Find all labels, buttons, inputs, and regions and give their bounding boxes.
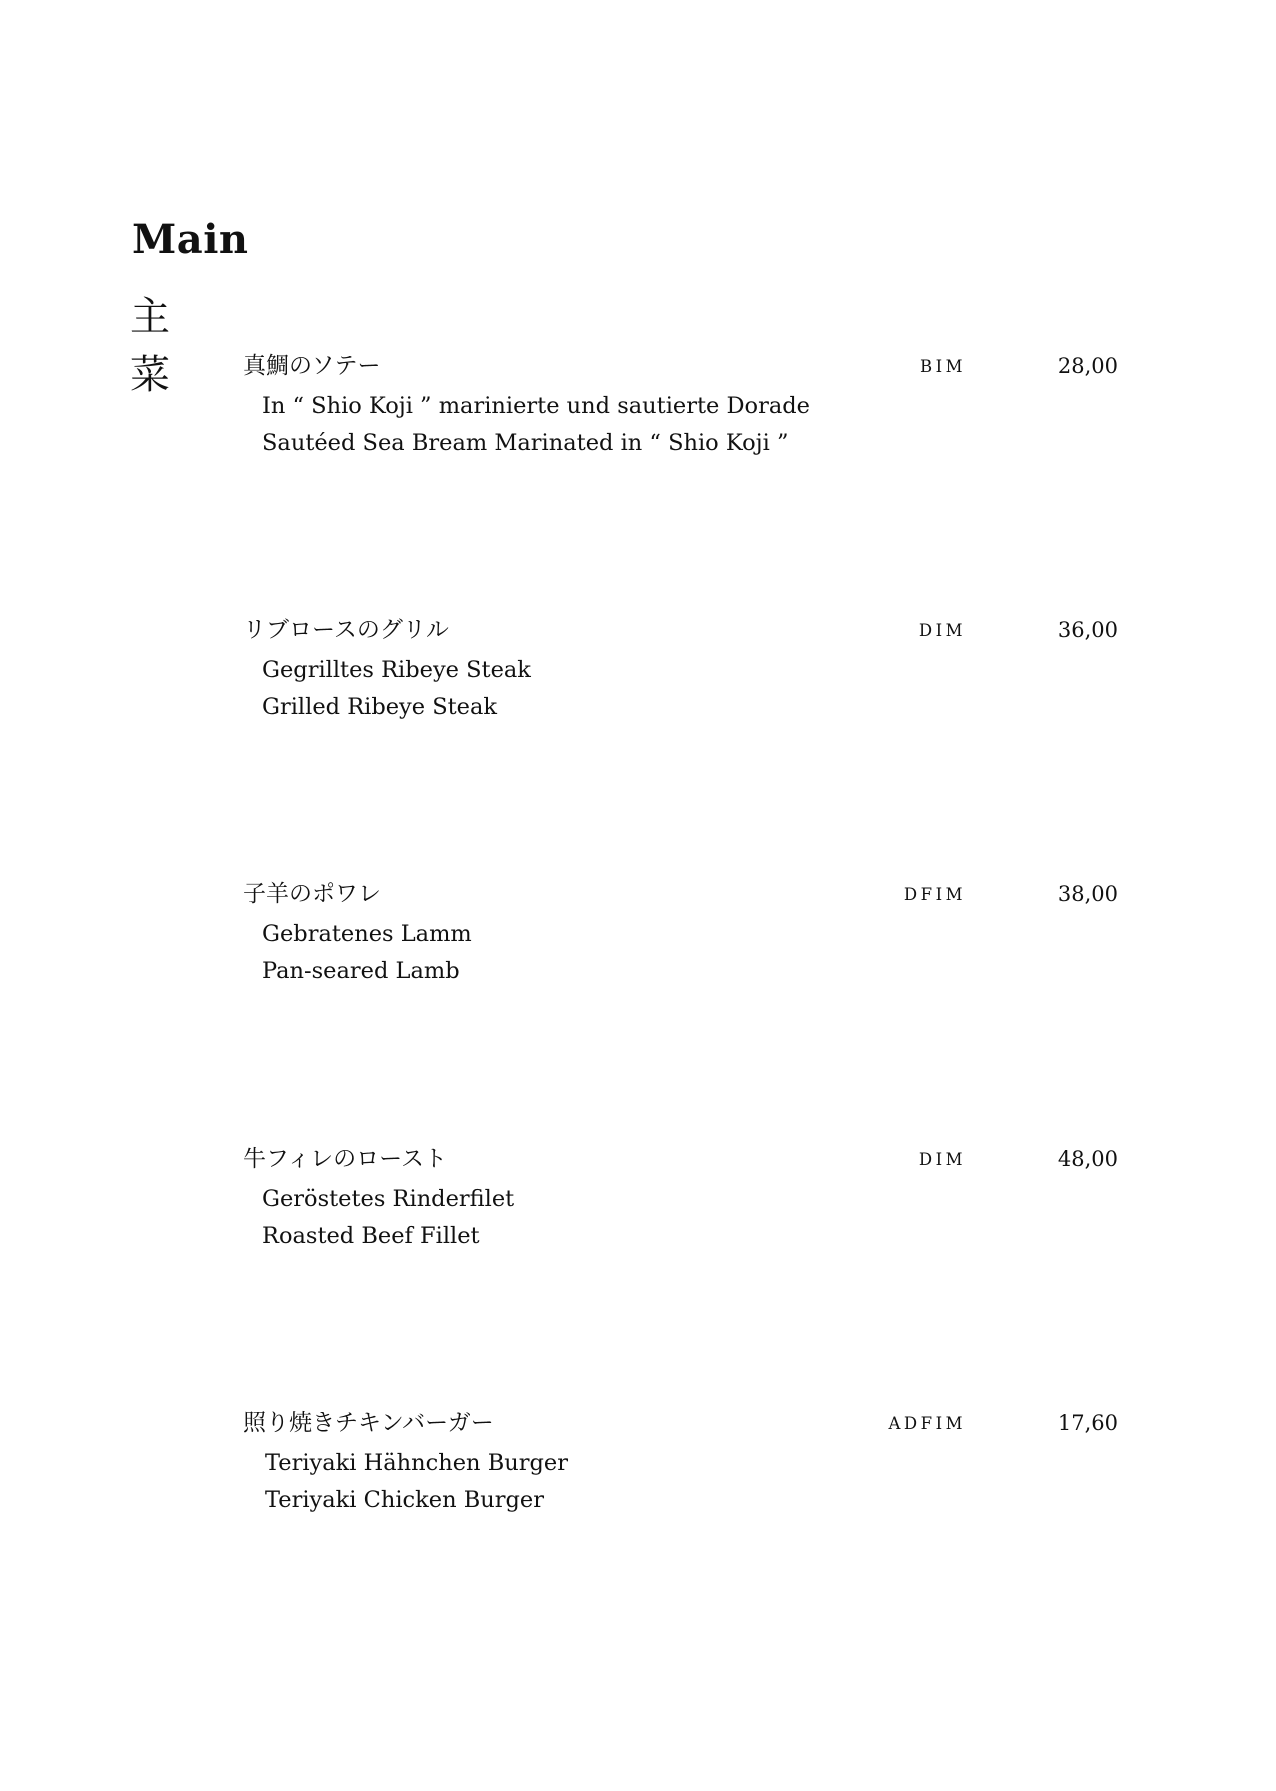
menu-item — [0, 615, 1276, 745]
item-name-german: In “ Shio Koji ” marinierte und sautierte Dorade — [262, 393, 810, 419]
item-allergen-codes: DIM — [918, 1150, 966, 1169]
item-price: 17,60 — [1057, 1411, 1118, 1435]
item-name-german: Teriyaki Hähnchen Burger — [265, 1450, 568, 1476]
item-name-english: Teriyaki Chicken Burger — [265, 1487, 544, 1513]
section-title-jp-char: 主 — [130, 294, 170, 340]
item-name-japanese: 照り焼きチキンバーガー — [243, 1410, 494, 1436]
item-name-japanese: リブロースのグリル — [243, 617, 449, 643]
menu-item — [0, 879, 1276, 1009]
item-name-english: Roasted Beef Fillet — [262, 1223, 480, 1249]
item-name-german: Geröstetes Rinderfilet — [262, 1186, 515, 1212]
item-name-german: Gegrilltes Ribeye Steak — [262, 657, 531, 683]
item-name-japanese: 真鯛のソテー — [243, 353, 381, 379]
item-name-english: Sautéed Sea Bream Marinated in “ Shio Koji ” — [262, 430, 789, 456]
menu-item — [0, 351, 1276, 481]
item-price: 48,00 — [1057, 1147, 1118, 1171]
menu-item — [0, 1408, 1276, 1538]
item-name-english: Grilled Ribeye Steak — [262, 694, 498, 720]
item-allergen-codes: DFIM — [903, 885, 966, 904]
section-title-jp-char: 菜 — [130, 352, 170, 398]
item-name-german: Gebratenes Lamm — [262, 921, 472, 947]
item-price: 36,00 — [1057, 618, 1118, 642]
menu-item — [0, 1144, 1276, 1274]
section-title: Main — [132, 216, 249, 263]
item-allergen-codes: ADFIM — [888, 1414, 966, 1433]
item-allergen-codes: BIM — [919, 357, 966, 376]
item-name-japanese: 牛フィレのロースト — [243, 1146, 448, 1172]
item-price: 38,00 — [1057, 882, 1118, 906]
item-name-japanese: 子羊のポワレ — [243, 881, 381, 907]
item-allergen-codes: DIM — [918, 621, 966, 640]
item-name-english: Pan-seared Lamb — [262, 958, 460, 984]
item-price: 28,00 — [1057, 354, 1118, 378]
